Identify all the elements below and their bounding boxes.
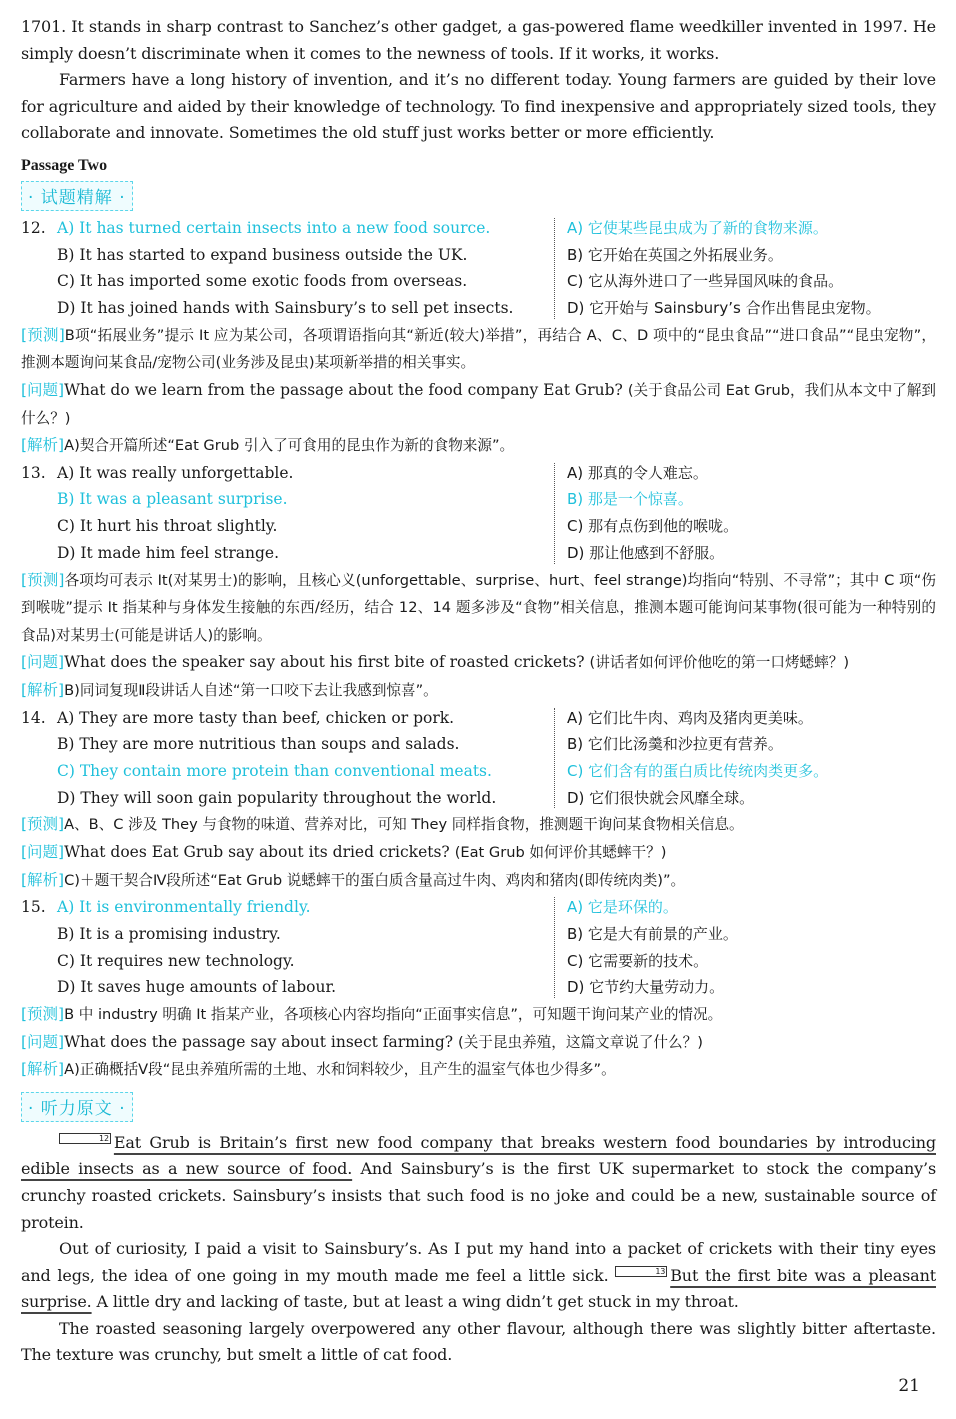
question-note <box>21 377 936 432</box>
predict-note-text: B项“拓展业务”提示 It 应为某公司，各项谓语指向其“新近(较大)举措”，再结合 A、C、D 项中的“昆虫食品”“进口食品”“昆虫宠物”，推测本题询问某食品/宠物公司(业务涉及昆虫)某项新举措的相关事实。 <box>21 326 936 372</box>
question-note-text: What does the passage say about insect farming? <box>64 1032 454 1051</box>
transcript-text: And Sainsbury’s is the first UK supermarket to stock the company’s crunchy roasted crickets. Sainsbury’s insists that such food is no joke and could be a new, sustainable source of protein. <box>21 1159 937 1232</box>
question-note-text: (Eat Grub 如何评价其蟋蟀干？) <box>454 843 667 861</box>
page-content <box>21 14 936 1369</box>
options-table <box>21 460 936 567</box>
option-chinese: C) 那有点伤到他的喉咙。 <box>567 517 739 536</box>
option-row <box>21 705 936 732</box>
analysis-note-label: [解析] <box>21 870 65 889</box>
column-divider <box>554 897 555 998</box>
question-number: 14. <box>21 708 46 727</box>
option-chinese: B) 它开始在英国之外拓展业务。 <box>567 245 783 264</box>
option-chinese: C) 它从海外进口了一些异国风味的食品。 <box>567 272 844 291</box>
option-english: A) It was really unforgettable. <box>57 463 294 482</box>
option-row <box>21 486 936 513</box>
option-english: D) It saves huge amounts of labour. <box>57 978 337 997</box>
option-chinese: A) 它们比牛肉、鸡肉及猪肉更美味。 <box>567 708 813 727</box>
question-note-label: [问题] <box>21 653 65 672</box>
predict-note <box>21 811 936 839</box>
option-chinese: B) 它是大有前景的产业。 <box>567 924 738 943</box>
option-chinese: A) 它是环保的。 <box>567 898 678 917</box>
option-english: D) They will soon gain popularity throughout the world. <box>57 788 497 807</box>
option-chinese: D) 那让他感到不舒服。 <box>567 543 725 562</box>
predict-note <box>21 567 936 650</box>
question-13 <box>21 460 936 705</box>
analysis-note-text: B)同词复现Ⅱ段讲话人自述“第一口咬下去让我感到惊喜”。 <box>64 681 438 699</box>
option-row <box>21 513 936 540</box>
analysis-note-text: C)＋题干契合Ⅳ段所述“Eat Grub 说蟋蟀干的蛋白质含量高过牛肉、鸡肉和猪肉(即传统肉类)”。 <box>64 871 686 889</box>
analysis-note <box>21 1056 936 1084</box>
option-row <box>21 268 936 295</box>
option-english: A) They are more tasty than beef, chicken or pork. <box>57 708 455 727</box>
analysis-note-label: [解析] <box>21 680 65 699</box>
option-english: C) It has imported some exotic foods from overseas. <box>57 272 468 291</box>
question-note <box>21 1029 936 1057</box>
option-english: C) They contain more protein than conventional meats. <box>57 761 492 780</box>
question-note-label: [问题] <box>21 380 65 399</box>
question-15 <box>21 894 936 1084</box>
question-note-text: What does Eat Grub say about its dried crickets? <box>64 842 450 861</box>
option-row <box>21 540 936 567</box>
option-row <box>21 242 936 269</box>
transcript-paragraph-2 <box>21 1236 936 1316</box>
analysis-note <box>21 432 936 460</box>
option-english: A) It has turned certain insects into a new food source. <box>57 218 491 237</box>
analysis-note-label: [解析] <box>21 436 65 455</box>
question-number: 12. <box>21 218 46 237</box>
option-row <box>21 758 936 785</box>
predict-note <box>21 1001 936 1029</box>
predict-note-text: B 中 industry 明确 It 指某产业，各项核心内容均指向“正面事实信息”，可知题干询问某产业的情况。 <box>64 1005 723 1023</box>
question-note-label: [问题] <box>21 1032 65 1051</box>
option-row <box>21 785 936 812</box>
intro-paragraph-1: 1701. It stands in sharp contrast to Sanchez’s other gadget, a gas-powered flame weedkiller invented in 1997. He simply doesn’t discriminate when it comes to the newness of tools. If it works, it works. <box>21 17 936 63</box>
section-header-exam: · 试题精解 · <box>21 181 133 211</box>
transcript-text: A little dry and lacking of taste, but at least a wing didn’t get stuck in my throat. <box>91 1292 739 1312</box>
question-note-label: [问题] <box>21 842 65 861</box>
option-english: A) It is environmentally friendly. <box>57 898 311 917</box>
predict-note-label: [预测] <box>21 570 65 589</box>
options-table <box>21 705 936 812</box>
option-chinese: D) 它节约大量劳动力。 <box>567 978 725 997</box>
intro-paragraph-2: Farmers have a long history of invention, and it’s no different today. Young farmers are guided by their love for agriculture and aided by their knowledge of technology. To find inexpensive and appropriately sized tools, they collaborate and innovate. Sometimes the old stuff just works better or more efficiently. <box>21 70 936 143</box>
option-english: C) It hurt his throat slightly. <box>57 517 278 536</box>
option-row <box>21 295 936 322</box>
option-chinese: C) 它需要新的技术。 <box>567 951 709 970</box>
option-english: C) It requires new technology. <box>57 951 295 970</box>
answer-underline-12: Eat Grub is Britain’s first new food company that breaks western food boundaries by introducing edible insects as a new source of food. <box>21 1132 936 1179</box>
transcript-paragraph-3: The roasted seasoning largely overpowered any other flavour, although there was slightly bitter aftertaste. The texture was crunchy, but smelt a little of cat food. <box>21 1318 936 1365</box>
option-row <box>21 731 936 758</box>
option-row <box>21 215 936 242</box>
question-note-text: What does the speaker say about his first bite of roasted crickets? <box>64 653 585 672</box>
option-english: B) It has started to expand business outside the UK. <box>57 245 468 264</box>
option-chinese: B) 它们比汤羹和沙拉更有营养。 <box>567 735 783 754</box>
option-chinese: A) 那真的令人难忘。 <box>567 463 708 482</box>
analysis-note <box>21 867 936 895</box>
transcript-text: Out of curiosity, I paid a visit to Sainsbury’s. As I put my hand into a packet of crickets with their tiny eyes and legs, the idea of one going in my mouth made me feel a little sick. <box>21 1239 936 1285</box>
option-english: B) It was a pleasant surprise. <box>57 490 288 509</box>
question-note-text: (讲话者如何评价他吃的第一口烤蟋蟀？) <box>589 654 850 672</box>
analysis-note-label: [解析] <box>21 1060 65 1079</box>
option-english: B) They are more nutritious than soups and salads. <box>57 735 460 754</box>
analysis-note-text: A)契合开篇所述“Eat Grub 引入了可食用的昆虫作为新的食物来源”。 <box>64 437 515 455</box>
predict-note-label: [预测] <box>21 1004 65 1023</box>
option-row <box>21 948 936 975</box>
question-note <box>21 839 936 867</box>
column-divider <box>554 708 555 809</box>
reference-marker-13: 13 <box>615 1266 667 1277</box>
predict-note-text: A、B、C 涉及 They 与食物的味道、营养对比，可知 They 同样指食物，推测题干询问某食物相关信息。 <box>64 816 744 834</box>
option-chinese: C) 它们含有的蛋白质比传统肉类更多。 <box>567 761 829 780</box>
predict-note-label: [预测] <box>21 815 65 834</box>
option-english: D) It made him feel strange. <box>57 543 280 562</box>
options-table <box>21 215 936 322</box>
analysis-note <box>21 677 936 705</box>
column-divider <box>554 218 555 319</box>
question-note-text: (关于食品公司 Eat Grub，我们从本文中了解到什么？) <box>21 381 937 427</box>
question-note <box>21 649 936 677</box>
options-table <box>21 894 936 1001</box>
reference-marker-12: 12 <box>59 1133 111 1144</box>
analysis-note-text: A)正确概括Ⅴ段“昆虫养殖所需的土地、水和饲料较少，且产生的温室气体也少得多”。 <box>64 1061 616 1079</box>
page-number: 21 <box>898 1376 920 1396</box>
transcript <box>21 1130 936 1369</box>
predict-note-text: 各项均可表示 It(对某男士)的影响，且核心义(unforgettable、surprise、hurt、feel strange)均指向“特别、不寻常”；其中 C 项“伤到喉咙”提示 It 指某种与身体发生接触的东西/经历，结合 12、14 题多涉及“食物”相关信息，推测本题可能询问某事物(很可能为一种特别的食品)对某男士(可能是讲话人)的影响。 <box>21 571 936 644</box>
option-english: D) It has joined hands with Sainsbury’s to sell pet insects. <box>57 299 514 318</box>
transcript-paragraph-1 <box>21 1130 936 1236</box>
questions-container <box>21 215 936 1084</box>
option-row <box>21 894 936 921</box>
passage-title: Passage Two <box>21 156 108 174</box>
option-row <box>21 921 936 948</box>
option-chinese: D) 它们很快就会风靡全球。 <box>567 788 755 807</box>
option-chinese: D) 它开始与 Sainsbury’s 合作出售昆虫宠物。 <box>567 299 881 318</box>
option-row <box>21 460 936 487</box>
answer-underline-13: But the first bite was a pleasant surprise. <box>21 1265 936 1312</box>
question-note-text: (关于昆虫养殖，这篇文章说了什么？) <box>458 1033 703 1051</box>
option-english: B) It is a promising industry. <box>57 924 281 943</box>
question-12 <box>21 215 936 460</box>
section-header-transcript: · 听力原文 · <box>21 1092 133 1122</box>
column-divider <box>554 463 555 564</box>
option-row <box>21 974 936 1001</box>
predict-note-label: [预测] <box>21 325 65 344</box>
option-chinese: B) 那是一个惊喜。 <box>567 490 693 509</box>
question-14 <box>21 705 936 895</box>
option-chinese: A) 它使某些昆虫成为了新的食物来源。 <box>567 218 828 237</box>
predict-note <box>21 322 936 377</box>
question-note-text: What do we learn from the passage about the food company Eat Grub? <box>64 380 623 399</box>
question-number: 15. <box>21 898 46 917</box>
question-number: 13. <box>21 463 46 482</box>
